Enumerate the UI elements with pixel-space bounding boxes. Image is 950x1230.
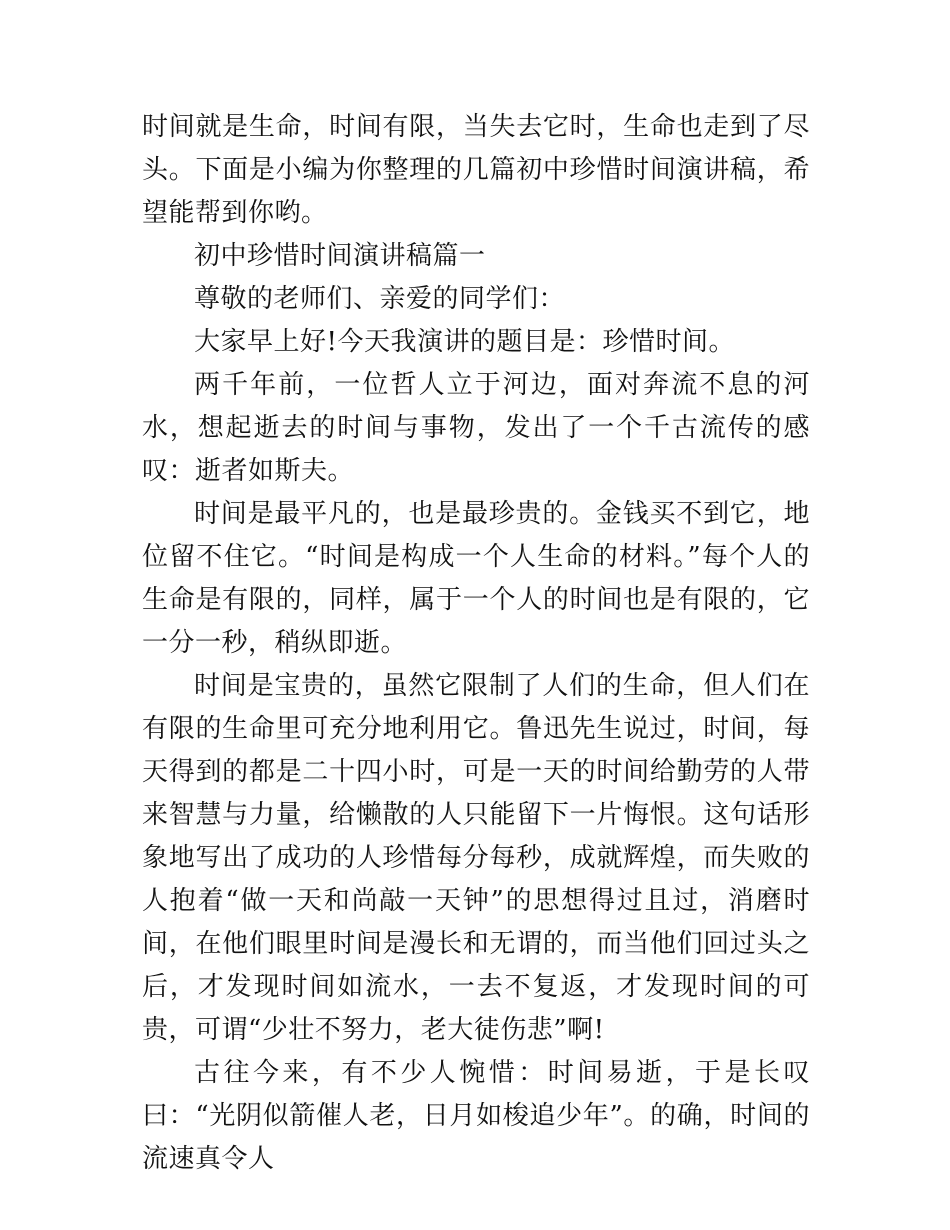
intro-paragraph: 时间就是生命，时间有限，当失去它时，生命也走到了尽头。下面是小编为你整理的几篇初中珍惜时间演讲稿，希望能帮到你哟。 — [142, 112, 810, 228]
salutation: 尊敬的老师们、亲爱的同学们： — [194, 284, 566, 314]
body-paragraph: 两千年前，一位哲人立于河边，面对奔流不息的河水，想起逝去的时间与事物，发出了一个千古流传的感叹：逝者如斯夫。 — [142, 370, 810, 486]
greeting-paragraph: 大家早上好!今天我演讲的题目是：珍惜时间。 — [194, 327, 735, 357]
section-heading: 初中珍惜时间演讲稿篇一 — [194, 241, 486, 271]
document-body — [142, 106, 810, 1181]
body-paragraph: 古往今来，有不少人惋惜：时间易逝，于是长叹曰：“光阴似箭催人老，日月如梭追少年”。的确，时间的流速真令人 — [142, 1058, 810, 1174]
body-paragraph: 时间是最平凡的，也是最珍贵的。金钱买不到它，地位留不住它。“时间是构成一个人生命的材料。”每个人的生命是有限的，同样，属于一个人的时间也是有限的，它一分一秒，稍纵即逝。 — [142, 499, 810, 658]
body-paragraph: 时间是宝贵的，虽然它限制了人们的生命，但人们在有限的生命里可充分地利用它。鲁迅先生说过，时间，每天得到的都是二十四小时，可是一天的时间给勤劳的人带来智慧与力量，给懒散的人只能留下一片悔恨。这句话形象地写出了成功的人珍惜每分每秒，成就辉煌，而失败的人抱着“做一天和尚敲一天钟”的思想得过且过，消磨时间，在他们眼里时间是漫长和无谓的，而当他们回过头之后，才发现时间如流水，一去不复返，才发现时间的可贵，可谓“少壮不努力，老大徒伤悲”啊! — [142, 671, 810, 1045]
